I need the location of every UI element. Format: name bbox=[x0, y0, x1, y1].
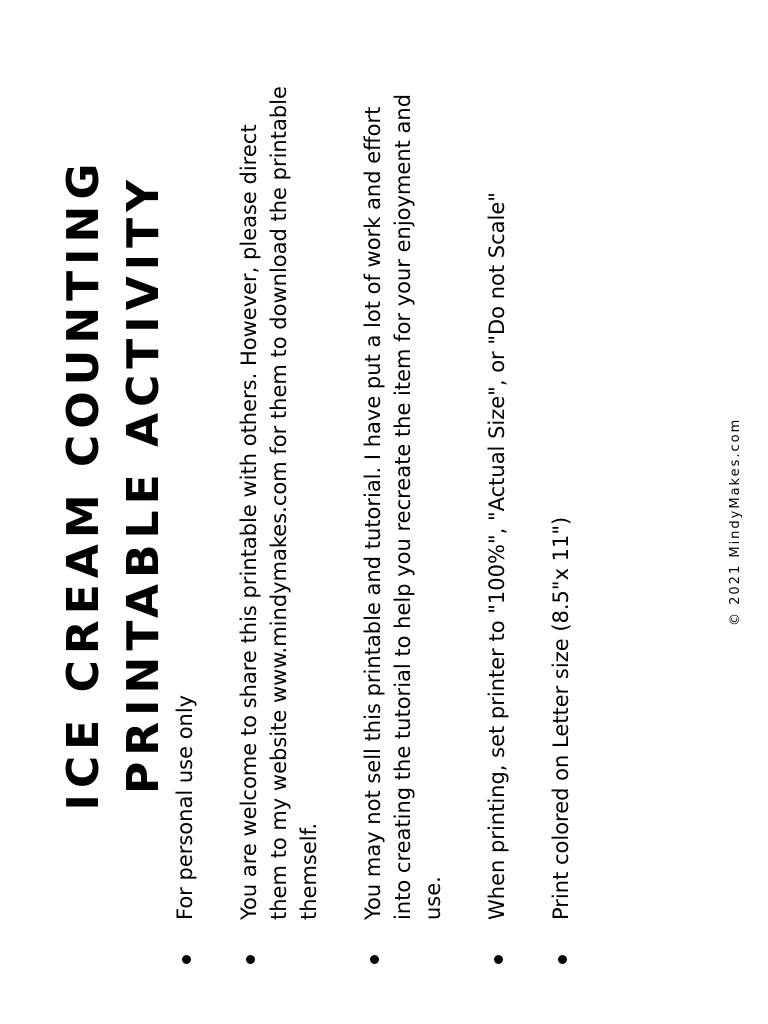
list-item bbox=[546, 64, 576, 964]
bullet-icon bbox=[370, 955, 379, 964]
list-item bbox=[482, 64, 512, 964]
bullet-icon bbox=[246, 955, 255, 964]
list-item-text: You are welcome to share this printable with others. However, please direct them to my website www.mindymakes.com for them to download the printable themself. bbox=[237, 86, 321, 920]
list-item bbox=[234, 64, 324, 964]
list-item-text: When printing, set printer to "100%", "Actual Size", or "Do not Scale" bbox=[485, 192, 509, 920]
title-line-1: ICE CREAM COUNTING bbox=[58, 157, 109, 811]
list-item bbox=[358, 64, 448, 964]
page-title bbox=[54, 134, 174, 834]
copyright-footer: © 2021 MindyMakes.com bbox=[728, 417, 743, 626]
list-item-text: You may not sell this printable and tutorial. I have put a lot of work and effort into creating the tutorial to help you recreate the item for your enjoyment and use. bbox=[361, 93, 445, 920]
list-item-text: Print colored on Letter size (8.5"x 11") bbox=[549, 516, 573, 920]
bullet-icon bbox=[494, 955, 503, 964]
terms-list bbox=[170, 64, 610, 964]
list-item bbox=[170, 64, 200, 964]
bullet-icon bbox=[558, 955, 567, 964]
bullet-icon bbox=[182, 955, 191, 964]
title-line-2: PRINTABLE ACTIVITY bbox=[118, 174, 169, 794]
list-item-text: For personal use only bbox=[173, 694, 197, 920]
